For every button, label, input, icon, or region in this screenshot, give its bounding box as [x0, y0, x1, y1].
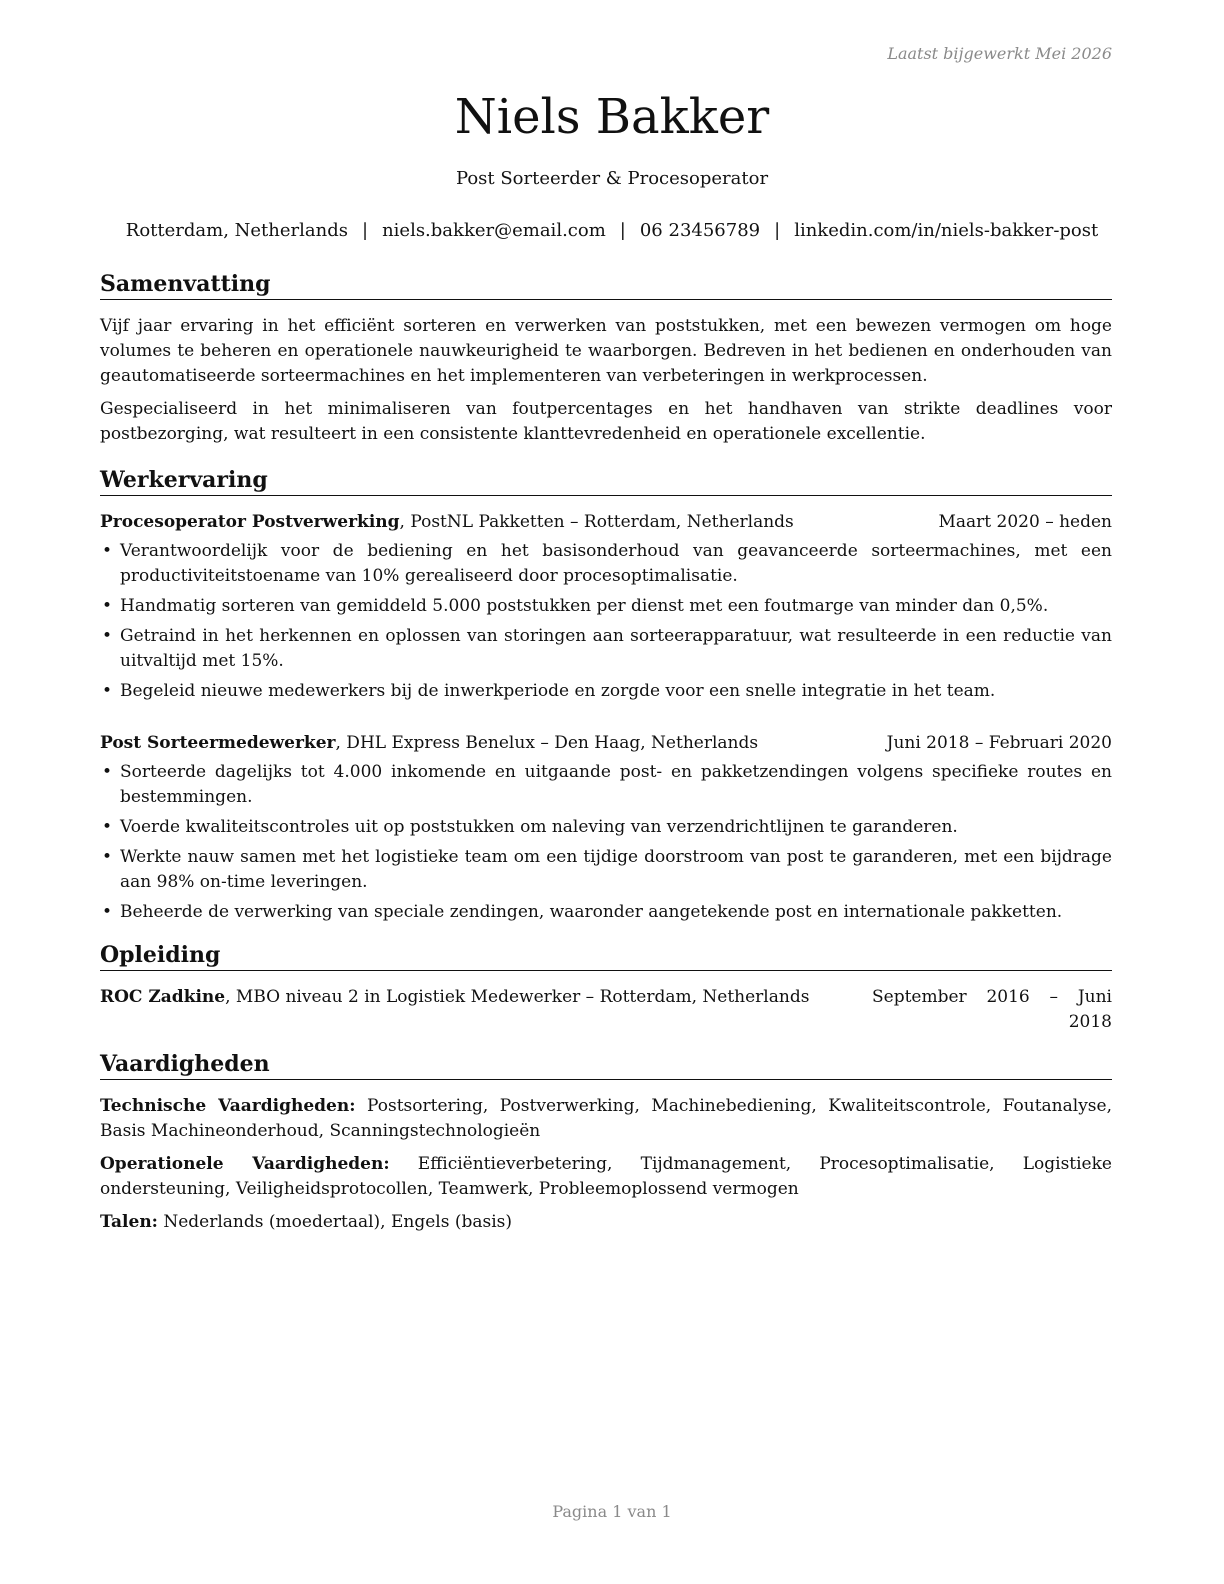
education-school: ROC Zadkine: [100, 987, 226, 1007]
job-bullet: • Begeleid nieuwe medewerkers bij de inwerkperiode en zorgde voor een snelle integratie in het team.: [100, 679, 1112, 704]
job-bullets: [100, 760, 1112, 925]
job-bullet: • Werkte nauw samen met het logistieke team om een tijdige doorstroom van post te garanderen, met een bijdrage aan 98% on-time leveringen.: [100, 845, 1112, 895]
candidate-name: Niels Bakker: [454, 89, 770, 145]
skill-line: [100, 1152, 1112, 1202]
skill-label: Talen:: [100, 1212, 158, 1232]
job-company: , PostNL Pakketten – Rotterdam, Netherlands: [399, 512, 794, 532]
job-bullet: • Voerde kwaliteitscontroles uit op poststukken om naleving van verzendrichtlijnen te garanderen.: [100, 815, 1112, 840]
contact-separator: |: [774, 220, 781, 241]
job-date: Maart 2020 – heden: [938, 512, 1112, 532]
job-title: Post Sorteerder & Procesoperator: [455, 168, 769, 189]
summary-paragraph: Vijf jaar ervaring in het efficiënt sorteren en verwerken van poststukken, met een bewezen vermogen om hoge volumes te beheren en operationele nauwkeurigheid te waarborgen. Bedreven in het bedienen en onderhouden van geautomatiseerde sorteermachines en het implementeren van verbeteringen in werkprocessen.: [100, 316, 1112, 386]
job-bullets: [100, 539, 1112, 704]
job-bullet: • Verantwoordelijk voor de bediening en het basisonderhoud van geavanceerde sorteermachines, met een productiviteitstoename van 10% gerealiseerd door procesoptimalisatie.: [100, 539, 1112, 589]
job-bullet: • Beheerde de verwerking van speciale zendingen, waaronder aangetekende post en internationale pakketten.: [100, 900, 1112, 925]
education-header: [100, 985, 1112, 1035]
skill-value: Postsortering, Postverwerking, Machinebediening, Kwaliteitscontrole, Foutanalyse, Basis Machineonderhoud, Scanningstechnologieën: [100, 1096, 1112, 1141]
job-date: Juni 2018 – Februari 2020: [886, 733, 1112, 753]
job-bullet: • Getraind in het herkennen en oplossen van storingen aan sorteerapparatuur, wat resulteerde in een reductie van uitvaltijd met 15%.: [100, 624, 1112, 674]
contact-separator: |: [361, 220, 369, 241]
section-title-summary: Samenvatting: [100, 270, 1112, 300]
job-bullet: • Handmatig sorteren van gemiddeld 5.000 poststukken per dienst met een foutmarge van minder dan 0,5%.: [100, 594, 1112, 619]
job-bullet: • Sorteerde dagelijks tot 4.000 inkomende en uitgaande post- en pakketzendingen volgens specifieke routes en bestemmingen.: [100, 760, 1112, 810]
contact-linkedin[interactable]: linkedin.com/in/niels-bakker-post: [794, 220, 1099, 241]
job-header: [100, 510, 1112, 535]
skill-line: [100, 1210, 1112, 1235]
contact-line: [0, 219, 1224, 243]
skill-value: Efficiëntieverbetering, Tijdmanagement, Procesoptimalisatie, Logistieke ondersteuning, Veiligheidsprotocollen, Teamwerk, Probleemoplossend vermogen: [100, 1154, 1112, 1199]
skill-value: Nederlands (moedertaal), Engels (basis): [157, 1212, 513, 1232]
skill-label: Technische Vaardigheden:: [100, 1096, 356, 1116]
contact-email[interactable]: niels.bakker@email.com: [382, 220, 606, 241]
section-title-skills: Vaardigheden: [100, 1050, 1112, 1080]
job-header: [100, 731, 1112, 756]
section-title-experience: Werkervaring: [100, 466, 1112, 496]
job-role: Post Sorteermedewerker: [100, 733, 336, 753]
skill-line: [100, 1094, 1112, 1144]
summary-paragraph: Gespecialiseerd in het minimaliseren van foutpercentages en het handhaven van strikte deadlines voor postbezorging, wat resulteert in een consistente klanttevredenheid en operationele excellentie.: [100, 399, 1112, 444]
skill-label: Operationele Vaardigheden:: [100, 1154, 390, 1174]
job-company: , DHL Express Benelux – Den Haag, Netherlands: [335, 733, 759, 753]
section-title-education: Opleiding: [100, 941, 1112, 971]
resume-content: [100, 270, 1112, 1243]
education-date: September 2016 – Juni 2018: [872, 987, 1112, 1032]
contact-phone[interactable]: 06 23456789: [639, 220, 761, 241]
education-detail: , MBO niveau 2 in Logistiek Medewerker – Rotterdam, Netherlands: [225, 987, 810, 1007]
page-number: Pagina 1 van 1: [552, 1502, 672, 1521]
last-updated: Laatst bijgewerkt Mei 2026: [887, 44, 1112, 63]
contact-separator: |: [619, 220, 626, 241]
job-role: Procesoperator Postverwerking: [100, 512, 400, 532]
contact-location: Rotterdam, Netherlands: [125, 220, 348, 241]
